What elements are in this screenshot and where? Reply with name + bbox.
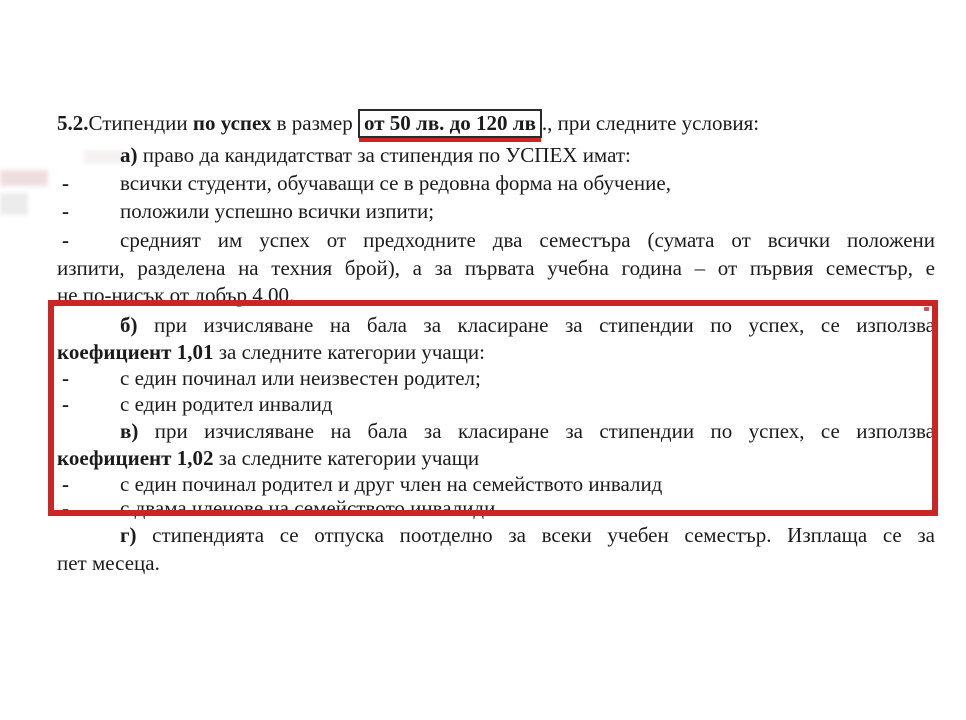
item-a-line xyxy=(120,141,631,169)
item-b-coefficient: коефициент 1,01 xyxy=(57,340,214,364)
item-g-text1: стипендията се отпуска поотделно за всеки учебен семестър. Изплаща се за xyxy=(136,523,935,547)
clause-lead-text: Стипендии xyxy=(88,111,193,135)
bullet-v1: с един починал родител и друг член на семейството инвалид xyxy=(120,472,663,496)
avg-rule-line3: не по-нисък от добър 4.00. xyxy=(57,283,295,307)
item-b-line2 xyxy=(57,338,485,366)
item-v-label: в) xyxy=(120,419,139,443)
bullet-dash: - xyxy=(62,199,69,223)
bullet-dash: - xyxy=(62,472,69,496)
amount-box: от 50 лв. до 120 лв xyxy=(358,109,542,138)
bullet-a1: всички студенти, обучаващи се в редовна форма на обучение, xyxy=(120,171,671,195)
item-v-text1: при изчисляване на бала за класиране за стипендии по успех, се използва xyxy=(138,419,935,443)
avg-rule-line2: изпити, разделена на техния брой), а за първата учебна година – от първия семестър, е xyxy=(57,256,935,280)
item-g-line2: пет месеца. xyxy=(57,551,160,575)
item-v-line2 xyxy=(57,444,479,472)
clause-mid-text: в размер xyxy=(271,111,358,135)
item-b-text1: при изчисляване на бала за класиране за стипендии по успех, се използва xyxy=(137,313,935,337)
bullet-b1: с един починал или неизвестен родител; xyxy=(120,366,481,390)
item-g-line1 xyxy=(57,521,935,549)
bullet-dash: - xyxy=(62,366,69,390)
item-v-coefficient: коефициент 1,02 xyxy=(57,446,214,470)
bullet-dash: - xyxy=(62,496,69,520)
bullet-dash: - xyxy=(62,228,69,252)
item-b-text2: за следните категории учащи: xyxy=(213,340,485,364)
clause-bold-phrase: по успех xyxy=(192,111,272,135)
bullet-dash: - xyxy=(62,171,69,195)
bullet-a2: положили успешно всички изпити; xyxy=(120,199,435,223)
clause-heading xyxy=(57,109,759,137)
item-g-label: г) xyxy=(120,523,137,547)
item-v-line1 xyxy=(57,417,935,445)
item-a-text: право да кандидатстват за стипендия по УСПЕХ имат: xyxy=(137,143,631,167)
clause-number: 5.2. xyxy=(57,111,89,135)
item-v-text2: за следните категории учащи xyxy=(213,446,480,470)
bullet-v2: с двама членове на семейството инвалиди xyxy=(120,496,496,520)
item-b-label: б) xyxy=(120,313,138,337)
bullet-dash: - xyxy=(62,392,69,416)
scan-artifact xyxy=(0,170,48,186)
scan-dot xyxy=(924,307,929,311)
item-b-line1 xyxy=(57,311,935,339)
avg-rule-line1: средният им успех от предходните два семестъра (сумата от всички положени xyxy=(120,228,935,252)
clause-tail-text: ., при следните условия: xyxy=(541,111,760,135)
item-a-label: а) xyxy=(120,143,138,167)
scan-artifact xyxy=(84,150,124,164)
scan-artifact xyxy=(0,193,28,215)
bullet-b2: с един родител инвалид xyxy=(120,392,333,416)
